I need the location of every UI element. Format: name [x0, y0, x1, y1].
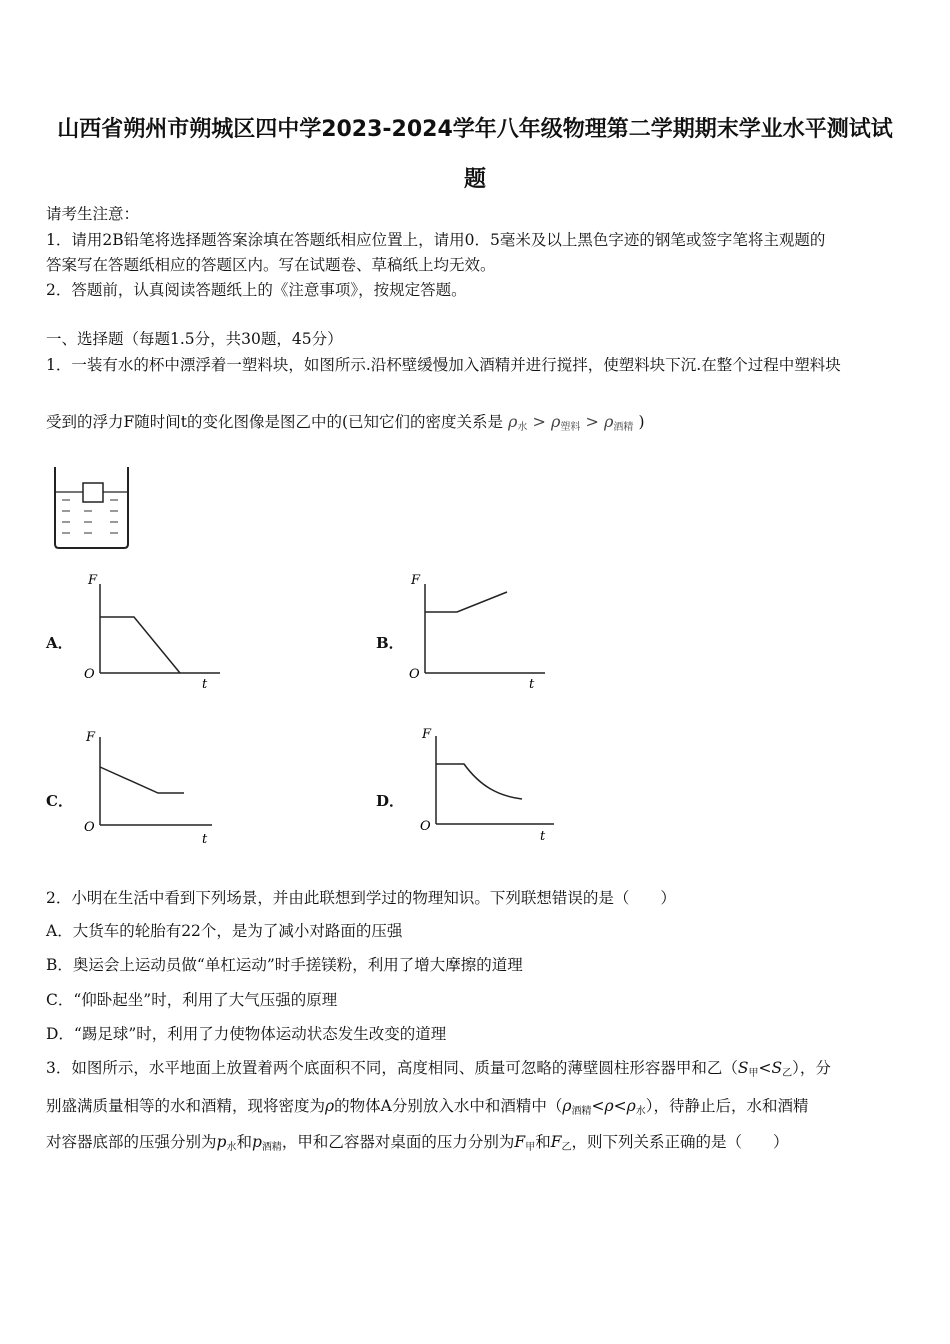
- q1-option-d-label[interactable]: D．: [376, 792, 405, 810]
- q2-option-c[interactable]: C．“仰卧起坐”时，利用了大气压强的原理: [46, 991, 338, 1009]
- axis-t-label: t: [202, 677, 208, 690]
- axis-t-label: t: [529, 677, 535, 690]
- notice-heading: 请考生注意：: [46, 205, 140, 223]
- axis-t-label: t: [202, 832, 208, 847]
- q1-graph-b[interactable]: [405, 570, 545, 690]
- q1-option-b-label[interactable]: B．: [376, 634, 404, 652]
- q1-graph-c[interactable]: [80, 727, 220, 847]
- axis-f-label: F: [88, 573, 98, 588]
- axis-origin-label: O: [409, 667, 420, 682]
- notice-item-2: 2．答题前，认真阅读答题纸上的《注意事项》，按规定答题。: [46, 281, 467, 299]
- page-title-line1: 山西省朔州市朔城区四中学2023-2024学年八年级物理第二学期期末学业水平测试试: [57, 117, 893, 142]
- section-heading: 一、选择题（每题1.5分，共30题，45分）: [46, 330, 343, 348]
- q2-stem: 2．小明在生活中看到下列场景，并由此联想到学过的物理知识。下列联想错误的是（ ）: [46, 889, 676, 907]
- axis-f-label: F: [86, 730, 96, 745]
- notice-item-1b: 答案写在答题纸相应的答题区内。写在试题卷、草稿纸上均无效。: [46, 256, 496, 274]
- q3-line1: 3．如图所示，水平地面上放置着两个底面积不同，高度相同、质量可忽略的薄壁圆柱形容器甲和乙$(S_甲<S_乙)$，分: [46, 1059, 831, 1079]
- axis-origin-label: O: [84, 820, 95, 835]
- q1-stem-line1: 1．一装有水的杯中漂浮着一塑料块，如图所示.沿杯壁缓慢加入酒精并进行搅拌，使塑料块下沉.在整个过程中塑料块: [46, 356, 841, 374]
- q1-graph-a[interactable]: [80, 570, 220, 690]
- q1-stem-text: 受到的浮力F随时间t的变化图像是图乙中的(已知它们的密度关系是: [46, 413, 504, 431]
- q1-graph-d[interactable]: [410, 724, 560, 849]
- axis-origin-label: O: [84, 667, 95, 682]
- cup-figure: [50, 462, 140, 552]
- density-formula: $\rho_水 > \rho_{塑料} > \rho_{酒精}$: [507, 412, 634, 433]
- axis-f-label: F: [411, 573, 421, 588]
- q2-option-a[interactable]: A．大货车的轮胎有22个，是为了减小对路面的压强: [46, 922, 403, 940]
- q3-line3: 对容器底部的压强分别为$p_水$和$p_{酒精}$，甲和乙容器对桌面的压力分别为$F_甲$和$F_乙$，则下列关系正确的是（ ）: [46, 1133, 789, 1153]
- q1-option-a-label[interactable]: A．: [46, 634, 73, 652]
- q2-option-d[interactable]: D．“踢足球”时，利用了力使物体运动状态发生改变的道理: [46, 1025, 447, 1043]
- q1-option-c-label[interactable]: C．: [46, 792, 73, 810]
- q3-line2: 别盛满质量相等的水和酒精，现将密度为ρ的物体A分别放入水中和酒精中$(\rho_{酒精}<\rho<\rho_水)$，待静止后，水和酒精: [46, 1097, 809, 1117]
- axis-t-label: t: [540, 829, 546, 844]
- notice-item-1a: 1．请用2B铅笔将选择题答案涂填在答题纸相应位置上，请用0．5毫米及以上黑色字迹的钢笔或签字笔将主观题的: [46, 231, 826, 249]
- axis-f-label: F: [422, 727, 432, 742]
- q1-stem-line2: 受到的浮力F随时间t的变化图像是图乙中的(已知它们的密度关系是 $\rho_水 > \rho_{塑料} > \rho_{酒精}$ ): [46, 412, 645, 433]
- q2-option-b[interactable]: B．奥运会上运动员做“单杠运动”时手搓镁粉，利用了增大摩擦的道理: [46, 956, 523, 974]
- page-title-line2: 题: [463, 167, 486, 192]
- axis-origin-label: O: [420, 819, 431, 834]
